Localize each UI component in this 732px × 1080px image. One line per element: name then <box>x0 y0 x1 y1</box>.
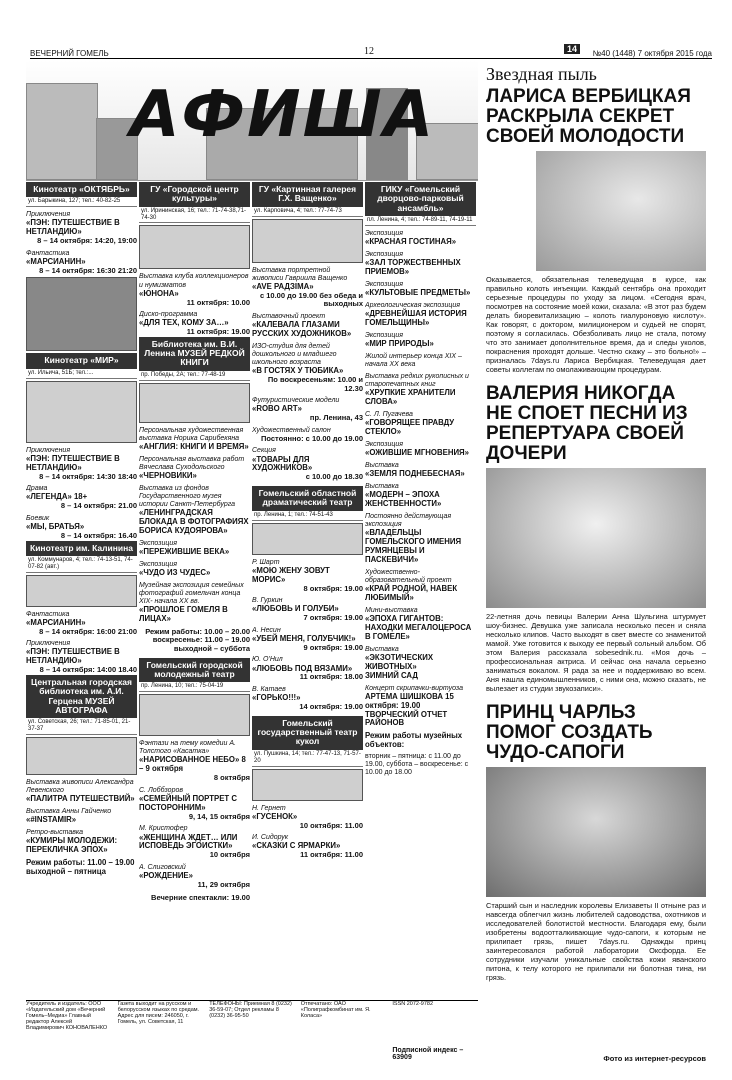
listing-title: «ЗЕМЛЯ ПОДНЕБЕСНАЯ» <box>365 468 465 478</box>
listing-time: 8 – 14 октября: 16:00 21:00 <box>39 626 137 636</box>
listing-time: 8 – 14 октября: 21.00 <box>60 501 137 511</box>
star-dust-section <box>486 64 706 982</box>
listing-time: 11 октября: 18.00 <box>299 672 363 682</box>
listing-title: «ХРУПКИЕ ХРАНИТЕЛИ СЛОВА» <box>365 388 456 406</box>
listing-genre: Приключения <box>26 211 71 219</box>
page-number-left: 12 <box>364 46 374 57</box>
listing-title: «AVE РАДЗІМА» <box>252 281 314 291</box>
listing-genre: В. Катаев <box>252 686 286 694</box>
listing-genre: Р. Шарт <box>252 558 280 566</box>
listing-item <box>139 485 250 536</box>
listing-item <box>139 427 250 452</box>
subscription-index: Подписной индекс – 63909 <box>392 1047 464 1061</box>
listing-genre: Археологическая экспозиция <box>365 301 461 309</box>
listing-genre: Боевик <box>26 514 50 522</box>
listing-item <box>139 787 250 822</box>
afisha-banner <box>26 60 478 181</box>
article-photo <box>486 468 706 608</box>
opening-hours: вторник – пятница: с 11.00 до 19.00, суббота – воскресенье: с 10.00 до 18.00 <box>365 753 469 777</box>
afisha-title: АФИША <box>130 78 436 152</box>
listing-title: «ПЭН: ПУТЕШЕСТВИЕ В НЕТЛАНДИЮ» <box>26 453 120 472</box>
listing-item <box>365 607 476 642</box>
listing-item <box>139 740 250 783</box>
building-photo <box>252 523 363 555</box>
listing-time: 14 октября: 19.00 <box>299 702 363 712</box>
listing-item <box>139 582 250 624</box>
listing-genre: Ю. О'Нил <box>252 656 283 664</box>
listing-item <box>139 825 250 860</box>
venue-header: Кинотеатр им. Калинина <box>26 541 137 556</box>
listing-title: «В ГОСТЯХ У ТЮБИКА» <box>252 365 344 375</box>
listing-time: 8 – 14 октября: 14:00 18.40 <box>39 665 137 675</box>
listing-title: «ЧЕРНОВИКИ» <box>139 470 197 480</box>
listing-item <box>252 597 363 623</box>
listing-time: 8 октября: 19.00 <box>303 583 363 593</box>
listing-genre: Экспозиция <box>365 280 404 288</box>
listing-genre: В. Гуркин <box>252 597 283 605</box>
listing-genre: Экспозиция <box>365 440 404 448</box>
listing-item <box>252 805 363 831</box>
listing-title: «ROBO ART» <box>252 404 302 414</box>
page-number-right: 14 <box>564 44 580 54</box>
listing-item <box>365 685 476 711</box>
listing-genre: Выставка Анны Гайченко <box>26 808 112 816</box>
listing-item <box>365 411 476 437</box>
listing-item <box>139 561 250 578</box>
listing-title: «ПРОШЛОЕ ГОМЕЛЯ В ЛИЦАХ» <box>139 604 228 623</box>
issn: ISSN 2072-9782 <box>392 1001 434 1007</box>
listing-title: «КРАСНАЯ ГОСТИНАЯ» <box>365 236 457 246</box>
article-body: Старший сын и наследник королевы Елизаветы II отныне раз и навсегда облегчил жизнь любителей садоводства, охотников и исследователей болотистой местности. Благодаря ему, были изобретены водоотталкивающие чудо-сапоги, к которым не прилипает грязь, пишет 7days.ru. Однажды принц заинтересовался работой лаборатории Оксфорда. Ее сотрудники изучали уникальные свойства кожи яванского питона, к телу которого не прилипали ни болотная тина, ни грязь. <box>486 901 706 983</box>
listing-title: «ЧУДО ИЗ ЧУДЕС» <box>139 567 211 577</box>
issue-info: №40 (1448) 7 октября 2015 года <box>592 49 712 58</box>
listing-title: ТВОРЧЕСКИЙ ОТЧЕТ РАЙОНОВ <box>365 709 448 728</box>
listing-genre: Приключения <box>26 640 71 648</box>
listing-item <box>26 485 137 511</box>
listing-title: «ЛЕГЕНДА» 18+ <box>26 492 88 502</box>
imprint-phones: ТЕЛЕФОНЫ: Приемная 8 (0232) 36-59-07; Отдел рекламы 8 (0232) 36-95-50 <box>209 1001 292 1019</box>
imprint-print: Отпечатано: ОАО «Полиграфкомбинат им. Я. Коласа» <box>300 1001 371 1019</box>
column-cinema <box>26 182 137 1052</box>
venue-header: ГУ «Картинная галерея Г.Х. Ващенко» <box>252 182 363 207</box>
listing-item <box>365 251 476 277</box>
listing-item <box>26 808 137 825</box>
movie-photo <box>26 277 137 351</box>
listing-time: 10 октября <box>209 850 250 860</box>
building-photo <box>26 737 137 775</box>
listing-item <box>252 267 363 309</box>
listing-title: «ПЭН: ПУТЕШЕСТВИЕ В НЕТЛАНДИЮ» <box>26 218 120 237</box>
listing-title: «МАРСИАНИН» <box>26 617 86 627</box>
venue-header: Кинотеатр «МИР» <box>26 353 137 368</box>
listing-title: АРТЕМА ШИШКОВА 15 октября: 19.00 <box>365 691 454 710</box>
listing-genre: Н. Гернет <box>252 804 286 812</box>
venue-address: ул. Ирининская, 16; тел.: 71-74-38,71-74-30 <box>139 207 250 224</box>
listing-item <box>26 611 137 637</box>
building-photo <box>26 575 137 607</box>
hours-title: Режим работы музейных объектов: <box>365 731 463 750</box>
listing-title: «ДЛЯ ТЕХ, КОМУ ЗА…» <box>139 318 229 328</box>
listing-item <box>365 513 476 565</box>
listing-title: «НАРИСОВАННОЕ НЕБО» 8 – 9 октября <box>139 755 246 774</box>
listing-item <box>139 311 250 337</box>
venue-address: ул. Барыкина, 127; тел.: 40-82-25 <box>26 197 137 207</box>
building-photo <box>139 383 250 423</box>
listing-item <box>139 273 250 307</box>
listing-item <box>26 211 137 246</box>
listing-title: «ГОВОРЯЩЕЕ ПРАВДУ СТЕКЛО» <box>365 417 455 436</box>
listing-title: «МОЮ ЖЕНУ ЗОВУТ МОРИС» <box>252 565 330 584</box>
listing-title: «СЕМЕЙНЫЙ ПОРТРЕТ С ПОСТОРОННИМ» <box>139 793 237 812</box>
page-header <box>30 44 712 59</box>
listing-title: «КАЛЕВАЛА ГЛАЗАМИ РУССКИХ ХУДОЖНИКОВ» <box>252 319 352 338</box>
column-culture <box>139 182 250 1052</box>
venue-address: ул. Пушкина, 14; тел.: 77-47-13, 71-57-20 <box>252 750 363 767</box>
venue-address: пр. Ленина, 1; тел.: 74-51-43 <box>252 511 363 521</box>
venue-header: ГИКУ «Гомельский дворцово-парковый ансамбль» <box>365 182 476 216</box>
venue-address: пр. Ленина, 10; тел.: 75-04-19 <box>139 682 250 692</box>
listing-genre: Художественно-образовательный проект <box>365 568 452 584</box>
listing-genre: А. Несин <box>252 626 281 634</box>
listing-genre: М. Кристофер <box>139 825 188 833</box>
venue-header: Гомельский областной драматический театр <box>252 486 363 511</box>
listing-item <box>26 829 137 855</box>
listing-item <box>365 569 476 603</box>
listing-item <box>252 559 363 594</box>
listing-item <box>365 646 476 672</box>
listing-genre: Персональная художественная выставка Норика Сарибекяна <box>139 426 244 442</box>
listing-genre: Секция <box>252 447 276 455</box>
listing-item <box>139 864 250 890</box>
listing-time: 8 – 14 октября: 14:30 18:40 <box>39 471 137 481</box>
listing-title: «КУМИРЫ МОЛОДЕЖИ: ПЕРЕКЛИЧКА ЭПОХ» <box>26 836 118 855</box>
listing-genre: Фантастика <box>26 610 70 618</box>
venue-header: Кинотеатр «ОКТЯБРЬ» <box>26 182 137 197</box>
listing-genre: Экспозиция <box>365 331 404 339</box>
listing-time: 8 – 14 октября: 16.40 <box>60 530 137 540</box>
building-photo <box>252 219 363 263</box>
listing-time: с 10.00 до 18.30 <box>305 472 363 482</box>
listing-item <box>365 353 476 369</box>
listing-title: «МИР ПРИРОДЫ» <box>365 338 434 348</box>
listing-time: 9, 14, 15 октября <box>188 811 250 821</box>
venue-address: пл. Ленина, 4; тел.: 74-89-11, 74-19-11 <box>365 216 476 226</box>
venue-address: ул. Советская, 26; тел.: 71-85-01, 21-37-37 <box>26 718 137 735</box>
venue-address: ул. Карповича, 4; тел.: 77-74-73 <box>252 207 363 217</box>
venue-header: Гомельский городской молодежный театр <box>139 658 250 683</box>
listing-item <box>365 281 476 298</box>
listing-title: «КРАЙ РОДНОЙ, НАВЕК ЛЮБИМЫЙ» <box>365 583 458 602</box>
listing-genre: Выставка клуба коллекционеров и нумизматов <box>139 273 249 289</box>
listing-genre: Выставка <box>365 461 399 469</box>
listing-genre: Футуристические модели <box>252 397 340 405</box>
listing-genre: Персональная выставка работ Вячеслава Суходольского <box>139 455 245 471</box>
listing-genre: Драма <box>26 485 48 493</box>
listing-time: 11 октября: 10.00 <box>186 297 250 307</box>
listing-item <box>365 302 476 328</box>
venue-address: ул. Ильича, 51Б; тел.:... <box>26 369 137 379</box>
evening-shows: Вечерние спектакли: 19.00 <box>151 892 250 902</box>
article-headline: ЛАРИСА ВЕРБИЦКАЯ РАСКРЫЛА СЕКРЕТ СВОЕЙ МОЛОДОСТИ <box>486 86 691 147</box>
listing-genre: Фантастика <box>26 249 70 257</box>
listing-title: «ЭПОХА ГИГАНТОВ: НАХОДКИ МЕГАЛОЦЕРОСА В ГОМЕЛЕ» <box>365 613 472 641</box>
listing-time: 11, 29 октября <box>197 880 250 890</box>
listing-item <box>252 343 363 393</box>
listing-item <box>139 540 250 557</box>
venue-address: ул. Коммунаров, 4; тел.: 74-13-51, 74-07-82 (авт.) <box>26 556 137 573</box>
article-photo <box>536 151 706 271</box>
listing-title: «ЮНОНА» <box>139 288 179 298</box>
column-gallery <box>252 182 363 1052</box>
venue-header: Центральная городская библиотека им. А.И. Герцена МУЗЕЙ АВТОГРАФА <box>26 675 137 718</box>
listing-title: «КУЛЬТОВЫЕ ПРЕДМЕТЫ» <box>365 287 471 297</box>
listing-title: «УБЕЙ МЕНЯ, ГОЛУБЧИК!» <box>252 633 356 643</box>
listing-genre: Экспозиция <box>365 229 404 237</box>
listing-title: «МАРСИАНИН» <box>26 256 86 266</box>
listing-item <box>365 441 476 458</box>
venue-header: Библиотека им. В.И. Ленина МУЗЕЙ РЕДКОЙ КНИГИ <box>139 337 250 371</box>
listing-genre: Выставка <box>365 482 399 490</box>
listing-title: «ТОВАРЫ ДЛЯ ХУДОЖНИКОВ» <box>252 454 313 473</box>
listing-genre: Концерт скрипачки-виртуоза <box>365 684 463 692</box>
listing-genre: Художественный салон <box>252 426 331 434</box>
listing-genre: Выставочный проект <box>252 312 326 320</box>
listing-item <box>26 779 137 804</box>
listing-time: 9 октября: 19.00 <box>303 642 363 652</box>
listing-genre: Приключения <box>26 446 71 454</box>
listing-genre: Жилой интерьер конца XIX – начала XX века <box>365 352 462 368</box>
listing-title: «ПЭН: ПУТЕШЕСТВИЕ В НЕТЛАНДИЮ» <box>26 647 120 666</box>
imprint-info: Газета выходит на русском и белорусском языках по средам. Адрес для писем: 246050, г. Гомель, ул. Советская, 11 <box>117 1001 200 1025</box>
building-photo <box>252 769 363 801</box>
listing-item <box>365 332 476 349</box>
listing-item <box>252 627 363 653</box>
venue-header: ГУ «Городской центр культуры» <box>139 182 250 207</box>
listing-title: «ЗАЛ ТОРЖЕСТВЕННЫХ ПРИЕМОВ» <box>365 257 461 276</box>
paper-name: ВЕЧЕРНИЙ ГОМЕЛЬ <box>30 49 109 58</box>
listing-title: «ПЕРЕЖИВШИЕ ВЕКА» <box>139 546 230 556</box>
column-palace <box>365 182 476 1052</box>
listing-item <box>365 462 476 479</box>
listing-time: пр. Ленина, 43 <box>309 413 363 423</box>
listing-time: 11 октября: 19.00 <box>186 327 250 337</box>
listing-title: «МЫ, БРАТЬЯ» <box>26 521 85 531</box>
listing-genre: Выставка живописи Александра Левенского <box>26 778 134 795</box>
listing-title: «ЛЕНИНГРАДСКАЯ БЛОКАДА В ФОТОГРАФИЯХ БОРИСА КУДОЯРОВА» <box>139 507 249 535</box>
listing-item <box>252 656 363 682</box>
listing-time: 10 октября: 11.00 <box>299 820 363 830</box>
listing-title: «ЭКЗОТИЧЕСКИХ ЖИВОТНЫХ» <box>365 652 434 671</box>
article-body: 22-летняя дочь певицы Валерии Анна Шульгина штурмует шоу-бизнес. Девушка уже записала несколько песен и сняла несколько клипов. Часто выходят в свет вместе со знаменитой мамой. Уже готовится к выходу ее первый сольный альбом. Об этом Валерия рассказала sobesednik.ru. «Моя дочь – профессиональная актриса. И сейчас она начала серьезно заниматься вокалом. Я рада за нее и поддерживаю во всем. Аня нашла единомышленников, с ними она, можно сказать, не вылезает из студии звукозаписи». <box>486 611 706 694</box>
imprint-publisher: Учредитель и издатель: ООО «Издательский дом «Вечерний Гомель–Медиа» Главный редактор Алексей Владимирович КОНОВАЛЕНКО <box>26 1001 108 1031</box>
listing-item <box>365 672 476 681</box>
listing-time: 11 октября: 11.00 <box>300 850 363 860</box>
listing-genre: Мини-выставка <box>365 606 418 614</box>
article-photo <box>486 767 706 897</box>
listing-genre: Выставка <box>365 645 399 653</box>
listing-genre: Выставка из фондов Государственного музея истории Санкт-Петербурга <box>139 484 236 508</box>
listing-genre: Диско-программа <box>139 311 198 319</box>
listing-genre: Ретро-выставка <box>26 829 84 837</box>
listing-item <box>26 640 137 675</box>
article-body: Оказывается, обязательная телеведущая в курсе, как правильно колоть инъекции. Каждый сентябрь она проходит серьезные процедуры по уходу за лицом. «Сегодня врач, посмотрев на состояние моей кожи, сказала: «В этот раз будем делать биоревитализацию – колоть гиалуроновую кислоту». Как говорят, с доктором, милиционером и судьей не спорят, поэтому я согласилась. Обезболивать лицо не стала, потому что это занимает дополнительное время, да и следы уколов, покраснения проходят дольше. Честно скажу – это больно!» – призналась 7days.ru Лариса Вербицкая. Телеведущая дает советы коллегам по омолаживающим процедурам. <box>486 274 706 375</box>
listing-title: «ЛЮБОВЬ ПОД ВЯЗАМИ» <box>252 663 353 673</box>
listing-item <box>252 834 363 860</box>
listing-title: «ОЖИВШИЕ МГНОВЕНИЯ» <box>365 447 470 457</box>
listing-title: «ВЛАДЕЛЬЦЫ ГОМЕЛЬСКОГО ИМЕНИЯ РУМЯНЦЕВЫ И ПАСКЕВИЧИ» <box>365 527 462 564</box>
photo-credit: Фото из интернет-ресурсов <box>603 1054 706 1063</box>
opening-hours: Режим работы: 10.00 – 20.00 воскресенье: 11.00 – 19.00 выходной – суббота <box>145 626 250 654</box>
listing-title: «РОЖДЕНИЕ» <box>139 871 193 881</box>
listing-genre: Фэнтази на тему комедии А. Толстого «Касатка» <box>139 740 236 756</box>
listing-item <box>26 250 137 276</box>
listing-item <box>252 686 363 712</box>
building-photo <box>139 225 250 269</box>
listing-genre: С. Лоббзоров <box>139 786 184 794</box>
listing-title: «ДРЕВНЕЙШАЯ ИСТОРИЯ ГОМЕЛЬЩИНЫ» <box>365 308 467 327</box>
listing-time: 8 – 14 октября: 14:20, 19:00 <box>37 236 137 246</box>
imprint-footer <box>26 1000 478 1067</box>
listing-item <box>252 313 363 339</box>
building-photo <box>139 694 250 736</box>
listing-genre: Экспозиция <box>139 539 178 547</box>
listing-item <box>26 447 137 482</box>
article-headline: ВАЛЕРИЯ НИКОГДА НЕ СПОЕТ ПЕСНИ ИЗ РЕПЕРТУАРА СВОЕЙ ДОЧЕРИ <box>486 383 688 464</box>
listing-genre: Выставка портретной живописи Гавриила Ващенко <box>252 266 348 282</box>
listing-item <box>365 230 476 247</box>
listing-time: 8 октября <box>213 773 250 783</box>
imprint-codes <box>392 1001 478 1067</box>
listing-title: ЗИМНИЙ САД <box>365 670 418 680</box>
listing-title: «АНГЛИЯ: КНИГИ И ВРЕМЯ» <box>139 441 249 451</box>
listing-item <box>365 483 476 509</box>
listing-time: 8 – 14 октября: 16:30 21:20 <box>39 265 137 275</box>
listing-title: «ЖЕНЩИНА ЖДЕТ… ИЛИ ИСПОВЕДЬ ЭГОИСТКИ» <box>139 832 238 851</box>
listing-item <box>252 427 363 444</box>
listing-item <box>139 456 250 481</box>
listing-item <box>26 515 137 541</box>
listing-title: «ГОРЬКО!!!» <box>252 693 301 703</box>
listing-genre: Музейная экспозиция семейных фотографий гомельчан конца XIX- начала XX вв. <box>139 581 244 605</box>
venue-address: пр. Победы, 2А; тел.: 77-48-19 <box>139 371 250 381</box>
rubric-title: Звездная пыль <box>486 64 597 84</box>
listing-genre: С. Л. Пугачева <box>365 410 413 418</box>
listing-time: Постоянно: с 10.00 до 19.00 <box>260 433 363 443</box>
listing-title: «ГУСЕНОК» <box>252 811 298 821</box>
listing-title: «СКАЗКИ С ЯРМАРКИ» <box>252 841 341 851</box>
listing-genre: И. Сидорук <box>252 834 289 842</box>
listing-genre: Экспозиция <box>139 560 178 568</box>
listing-title: «ЛЮБОВЬ И ГОЛУБИ» <box>252 604 339 614</box>
listing-title: «МОДЕРН – ЭПОХА ЖЕНСТВЕННОСТИ» <box>365 489 442 508</box>
listing-item <box>365 711 476 729</box>
listing-item <box>252 447 363 482</box>
listing-genre: А. Слиговский <box>139 864 186 872</box>
listing-genre: Экспозиция <box>365 250 404 258</box>
venue-header: Гомельский государственный театр кукол <box>252 716 363 750</box>
listing-time: 7 октября: 19.00 <box>303 613 363 623</box>
opening-hours: Режим работы: 11.00 – 19.00 выходной – пятница <box>26 857 135 876</box>
listing-time: По воскресеньям: 10.00 и 12.30 <box>267 374 363 393</box>
listing-genre: Выставка редких рукописных и старопечатных книг <box>365 372 469 388</box>
listing-time: с 10.00 до 19.00 без обеда и выходных <box>259 290 363 309</box>
listing-title: «#INSTAMIR» <box>26 815 77 825</box>
listing-item <box>365 373 476 407</box>
listing-genre: ИЗО-студия для детей дошкольного и младшего школьного возраста <box>252 342 337 366</box>
afisha-section <box>26 60 478 902</box>
listing-genre: Постоянно действующая экспозиция <box>365 512 452 528</box>
listing-item <box>252 397 363 423</box>
building-photo <box>26 381 137 443</box>
article-headline: ПРИНЦ ЧАРЛЬЗ ПОМОГ СОЗДАТЬ ЧУДО-САПОГИ <box>486 702 653 764</box>
listing-title: «ПАЛИТРА ПУТЕШЕСТВИЙ» <box>26 794 135 804</box>
